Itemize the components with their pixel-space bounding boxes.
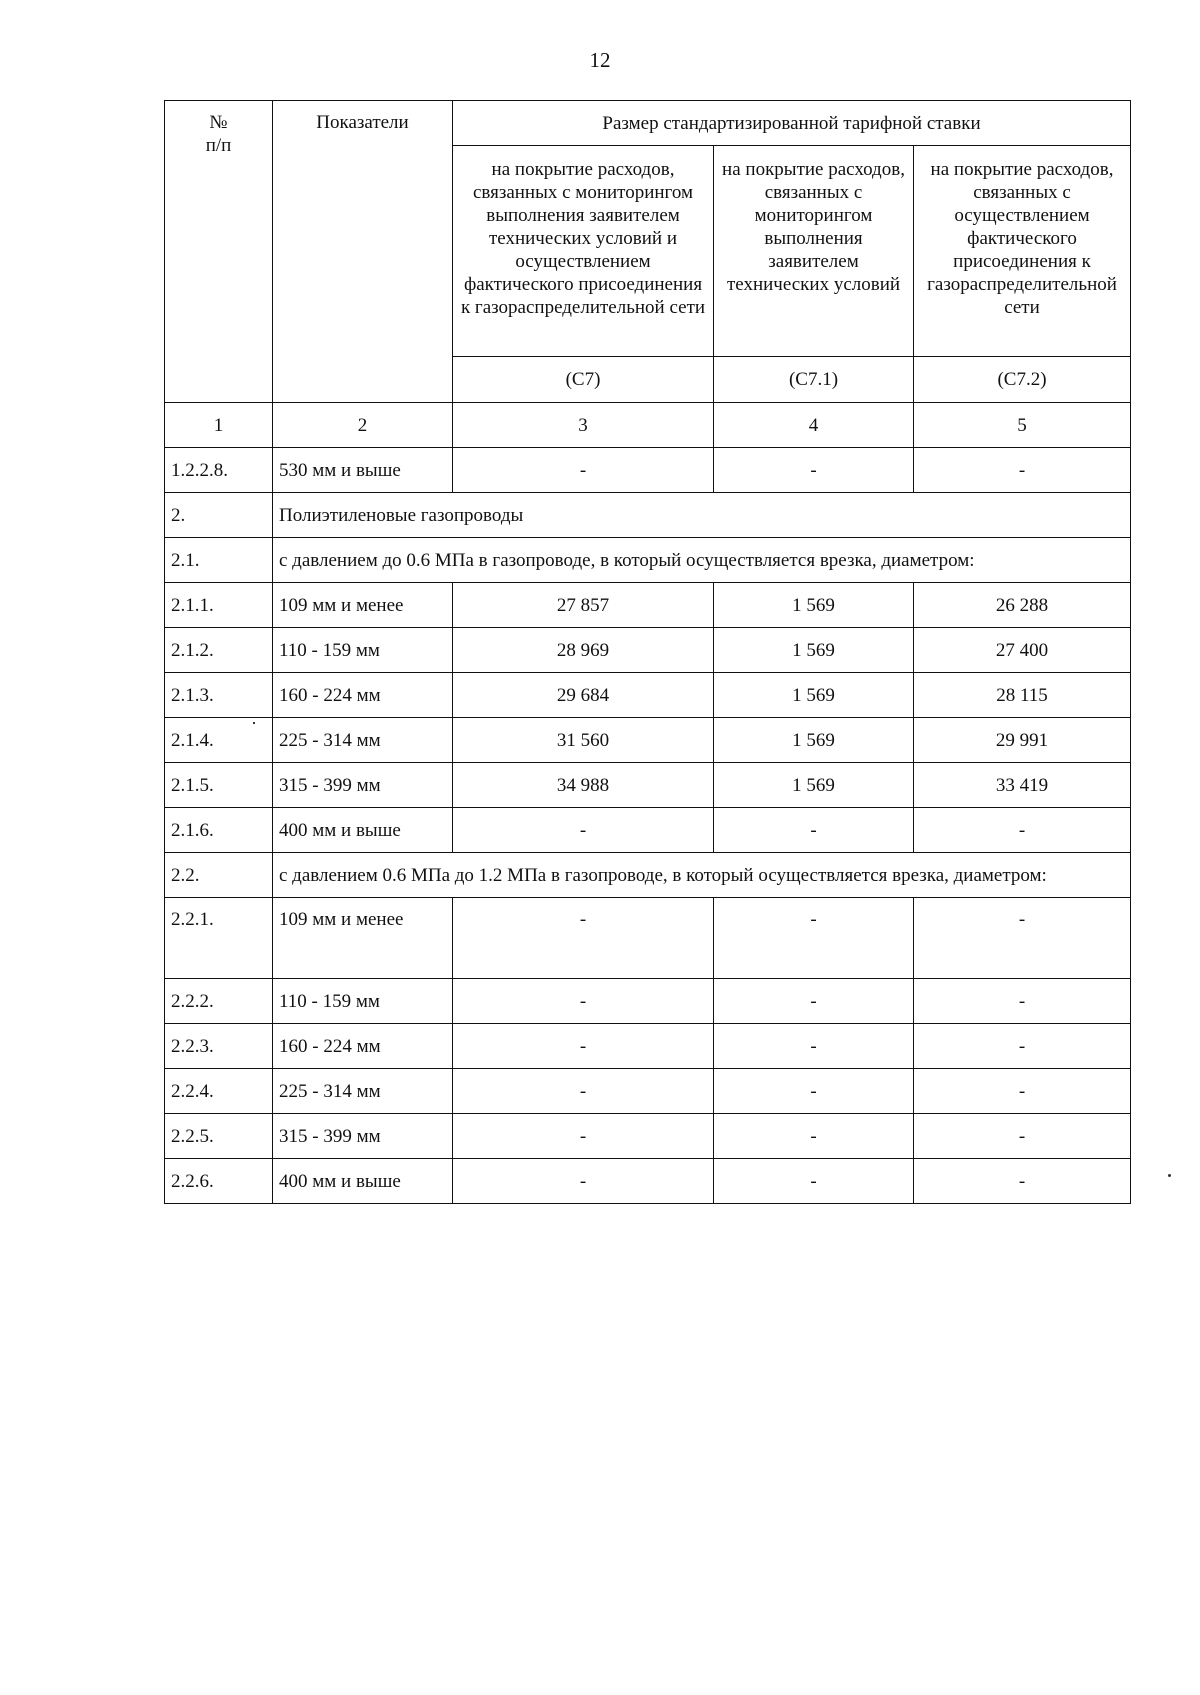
section-title: Полиэтиленовые газопроводы xyxy=(273,493,1131,538)
header-indicators: Показатели xyxy=(273,101,453,403)
table-row xyxy=(165,898,1131,979)
value-c7-1: 1 569 xyxy=(714,628,914,673)
section-title: с давлением до 0.6 МПа в газопроводе, в который осуществляется врезка, диаметром: xyxy=(273,538,1131,583)
value-c7-2: 29 991 xyxy=(914,718,1131,763)
value-c7: 28 969 xyxy=(453,628,714,673)
value-c7-2: - xyxy=(914,448,1131,493)
value-c7: 27 857 xyxy=(453,583,714,628)
row-name: 530 мм и выше xyxy=(273,448,453,493)
row-number: 2.2.5. xyxy=(165,1114,273,1159)
value-c7-1: - xyxy=(714,448,914,493)
row-name: 109 мм и менее xyxy=(273,898,453,979)
value-c7-1: - xyxy=(714,898,914,979)
table-row xyxy=(165,1159,1131,1204)
value-c7-1: - xyxy=(714,808,914,853)
row-number: 2. xyxy=(165,493,273,538)
row-name: 225 - 314 мм xyxy=(273,718,453,763)
table-row xyxy=(165,673,1131,718)
value-c7-2: - xyxy=(914,1114,1131,1159)
header-row-top xyxy=(165,101,1131,146)
value-c7-2: 28 115 xyxy=(914,673,1131,718)
value-c7-1: - xyxy=(714,1024,914,1069)
section-row xyxy=(165,853,1131,898)
row-name: 109 мм и менее xyxy=(273,583,453,628)
value-c7-2: - xyxy=(914,1069,1131,1114)
value-c7-2: 26 288 xyxy=(914,583,1131,628)
row-name: 225 - 314 мм xyxy=(273,1069,453,1114)
row-number: 2.2.2. xyxy=(165,979,273,1024)
column-number: 1 xyxy=(165,403,273,448)
section-row xyxy=(165,493,1131,538)
header-group: Размер стандартизированной тарифной ставки xyxy=(453,101,1131,146)
row-name: 160 - 224 мм xyxy=(273,673,453,718)
value-c7-1: - xyxy=(714,979,914,1024)
value-c7: - xyxy=(453,979,714,1024)
scan-speck xyxy=(253,722,255,724)
row-number: 1.2.2.8. xyxy=(165,448,273,493)
row-name: 110 - 159 мм xyxy=(273,979,453,1024)
value-c7-1: 1 569 xyxy=(714,673,914,718)
value-c7: - xyxy=(453,808,714,853)
value-c7: - xyxy=(453,1024,714,1069)
header-number-label: № xyxy=(209,112,228,133)
table-row xyxy=(165,763,1131,808)
column-number: 5 xyxy=(914,403,1131,448)
value-c7-1: 1 569 xyxy=(714,718,914,763)
table-row xyxy=(165,1024,1131,1069)
column-number: 2 xyxy=(273,403,453,448)
row-name: 315 - 399 мм xyxy=(273,1114,453,1159)
value-c7: - xyxy=(453,898,714,979)
section-title: с давлением 0.6 МПа до 1.2 МПа в газопроводе, в который осуществляется врезка, диаметром: xyxy=(273,853,1131,898)
row-number: 2.1. xyxy=(165,538,273,583)
header-code-c7-2: (С7.2) xyxy=(914,357,1131,403)
value-c7: 29 684 xyxy=(453,673,714,718)
row-number: 2.1.3. xyxy=(165,673,273,718)
value-c7: - xyxy=(453,448,714,493)
row-name: 160 - 224 мм xyxy=(273,1024,453,1069)
value-c7-2: 27 400 xyxy=(914,628,1131,673)
row-number: 2.1.6. xyxy=(165,808,273,853)
header-code-c7: (С7) xyxy=(453,357,714,403)
table-row xyxy=(165,628,1131,673)
header-col-c7-2: на покрытие расходов, связанных с осуществлением фактического присоединения к газораспределительной сети xyxy=(914,146,1131,357)
row-number: 2.2.3. xyxy=(165,1024,273,1069)
value-c7-2: - xyxy=(914,898,1131,979)
table-row xyxy=(165,1114,1131,1159)
row-number: 2.2.1. xyxy=(165,898,273,979)
column-number: 3 xyxy=(453,403,714,448)
value-c7: - xyxy=(453,1114,714,1159)
value-c7-2: - xyxy=(914,1159,1131,1204)
value-c7: - xyxy=(453,1069,714,1114)
header-code-c7-1: (С7.1) xyxy=(714,357,914,403)
table-row xyxy=(165,448,1131,493)
row-number: 2.2.4. xyxy=(165,1069,273,1114)
row-name: 315 - 399 мм xyxy=(273,763,453,808)
row-name: 400 мм и выше xyxy=(273,1159,453,1204)
value-c7-1: 1 569 xyxy=(714,583,914,628)
table-row xyxy=(165,583,1131,628)
header-number-sublabel: п/п xyxy=(205,135,232,156)
column-number-row xyxy=(165,403,1131,448)
section-row xyxy=(165,538,1131,583)
header-col-c7: на покрытие расходов, связанных с мониторингом выполнения заявителем технических условий и осуществлением фактического присоединения к газораспределительной сети xyxy=(453,146,714,357)
value-c7-2: - xyxy=(914,979,1131,1024)
header-number-cell xyxy=(165,101,273,403)
row-number: 2.1.4. xyxy=(165,718,273,763)
table-row xyxy=(165,718,1131,763)
value-c7: 31 560 xyxy=(453,718,714,763)
row-name: 110 - 159 мм xyxy=(273,628,453,673)
table-row xyxy=(165,979,1131,1024)
row-number: 2.2.6. xyxy=(165,1159,273,1204)
row-number: 2.1.2. xyxy=(165,628,273,673)
value-c7-2: - xyxy=(914,808,1131,853)
row-number: 2.2. xyxy=(165,853,273,898)
value-c7: 34 988 xyxy=(453,763,714,808)
row-name: 400 мм и выше xyxy=(273,808,453,853)
value-c7-2: 33 419 xyxy=(914,763,1131,808)
header-col-c7-1: на покрытие расходов, связанных с мониторингом выполнения заявителем технических условий xyxy=(714,146,914,357)
value-c7-1: - xyxy=(714,1159,914,1204)
column-number: 4 xyxy=(714,403,914,448)
row-number: 2.1.1. xyxy=(165,583,273,628)
page-number: 12 xyxy=(589,48,611,72)
scan-speck xyxy=(1168,1174,1171,1177)
table-row xyxy=(165,1069,1131,1114)
tariff-table xyxy=(164,100,1131,1204)
value-c7-2: - xyxy=(914,1024,1131,1069)
value-c7-1: - xyxy=(714,1069,914,1114)
row-number: 2.1.5. xyxy=(165,763,273,808)
value-c7-1: - xyxy=(714,1114,914,1159)
value-c7-1: 1 569 xyxy=(714,763,914,808)
table-row xyxy=(165,808,1131,853)
value-c7: - xyxy=(453,1159,714,1204)
